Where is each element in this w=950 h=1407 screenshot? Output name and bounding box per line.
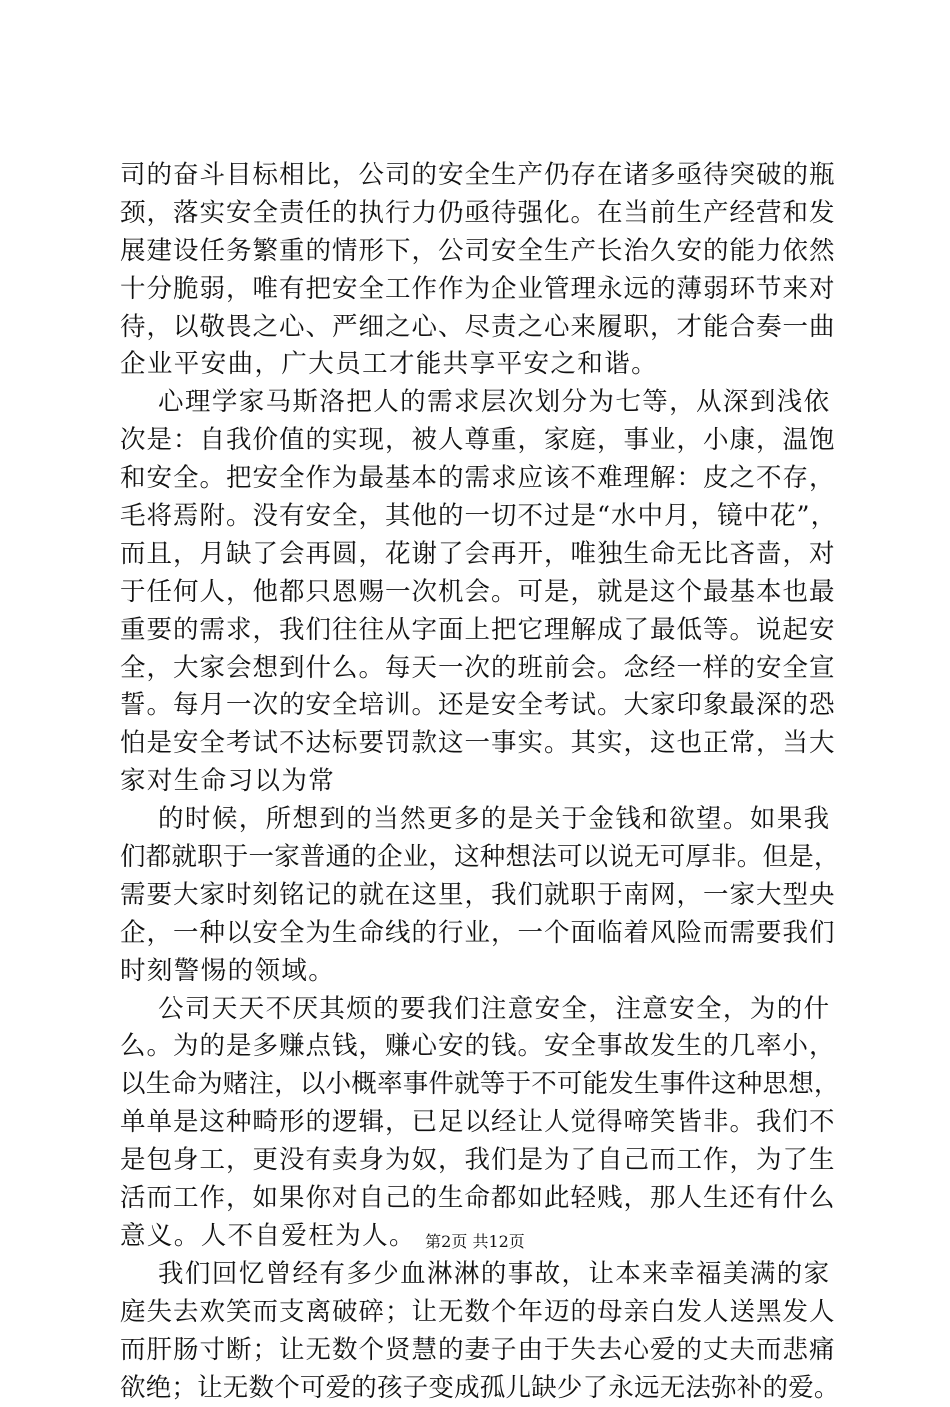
text-line: 家对生命习以为常: [120, 763, 840, 801]
text-line: 司的奋斗目标相比，公司的安全生产仍存在诸多亟待突破的瓶: [120, 157, 840, 195]
text-line: 时刻警惕的领域。: [120, 953, 840, 991]
text-line: 怕是安全考试不达标要罚款这一事实。其实，这也正常，当大: [120, 725, 840, 763]
text-line: 企，一种以安全为生命线的行业，一个面临着风险而需要我们: [120, 915, 840, 953]
text-line: 十分脆弱，唯有把安全工作作为企业管理永远的薄弱环节来对: [120, 271, 840, 309]
text-line: 是包身工，更没有卖身为奴，我们是为了自己而工作，为了生: [120, 1142, 840, 1180]
text-line: 心理学家马斯洛把人的需求层次划分为七等，从深到浅依: [120, 384, 840, 422]
text-line: 而肝肠寸断；让无数个贤慧的妻子由于失去心爱的丈夫而悲痛: [120, 1332, 840, 1370]
text-line: 意义。人不自爱枉为人。: [120, 1218, 840, 1256]
text-line: 欲绝；让无数个可爱的孩子变成孤儿缺少了永远无法弥补的爱。: [120, 1370, 840, 1407]
text-line: 的时候，所想到的当然更多的是关于金钱和欲望。如果我: [120, 801, 840, 839]
text-line: 次是：自我价值的实现，被人尊重，家庭，事业，小康，温饱: [120, 422, 840, 460]
page-footer: 第2页 共12页: [0, 1232, 950, 1252]
text-line: 单单是这种畸形的逻辑，已足以经让人觉得啼笑皆非。我们不: [120, 1104, 840, 1142]
text-line: 誓。每月一次的安全培训。还是安全考试。大家印象最深的恐: [120, 687, 840, 725]
text-line: 么。为的是多赚点钱，赚心安的钱。安全事故发生的几率小，: [120, 1028, 840, 1066]
text-line: 以生命为赌注，以小概率事件就等于不可能发生事件这种思想，: [120, 1066, 840, 1104]
text-line: 需要大家时刻铭记的就在这里，我们就职于南网，一家大型央: [120, 877, 840, 915]
text-line: 于任何人，他都只恩赐一次机会。可是，就是这个最基本也最: [120, 574, 840, 612]
text-line: 公司天天不厌其烦的要我们注意安全，注意安全，为的什: [120, 991, 840, 1029]
body-text: [120, 157, 840, 1407]
text-line: 们都就职于一家普通的企业，这种想法可以说无可厚非。但是，: [120, 839, 840, 877]
text-line: 全，大家会想到什么。每天一次的班前会。念经一样的安全宣: [120, 650, 840, 688]
text-line: 庭失去欢笑而支离破碎；让无数个年迈的母亲白发人送黑发人: [120, 1294, 840, 1332]
text-line: 企业平安曲，广大员工才能共享平安之和谐。: [120, 346, 840, 384]
text-line: 重要的需求，我们往往从字面上把它理解成了最低等。说起安: [120, 612, 840, 650]
text-line: 展建设任务繁重的情形下，公司安全生产长治久安的能力依然: [120, 233, 840, 271]
text-line: 待，以敬畏之心、严细之心、尽责之心来履职，才能合奏一曲: [120, 309, 840, 347]
text-line: 毛将焉附。没有安全，其他的一切不过是“水中月，镜中花”，: [120, 498, 840, 536]
text-line: 而且，月缺了会再圆，花谢了会再开，唯独生命无比吝啬，对: [120, 536, 840, 574]
text-line: 颈，落实安全责任的执行力仍亟待强化。在当前生产经营和发: [120, 195, 840, 233]
text-line: 我们回忆曾经有多少血淋淋的事故，让本来幸福美满的家: [120, 1256, 840, 1294]
text-line: 和安全。把安全作为最基本的需求应该不难理解：皮之不存，: [120, 460, 840, 498]
text-line: 活而工作，如果你对自己的生命都如此轻贱，那人生还有什么: [120, 1180, 840, 1218]
